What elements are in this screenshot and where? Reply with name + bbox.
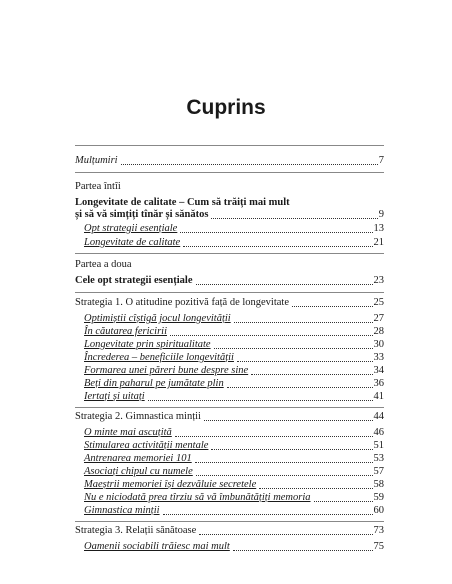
toc-subentry[interactable]: Antrenarea memoriei 101 53 [84, 453, 384, 464]
toc-subentry[interactable]: Beți din paharul pe jumătate plin 36 [84, 378, 384, 389]
toc-subentry[interactable]: Formarea unei păreri bune despre sine 34 [84, 365, 384, 376]
toc-entry-opt-strategii[interactable]: Opt strategii esențiale 13 [84, 223, 384, 234]
toc-entry-multumiri[interactable]: Mulțumiri 7 [75, 155, 384, 166]
toc-entry-longevitate-calitate[interactable]: Longevitate de calitate 21 [84, 237, 384, 248]
page-title: Cuprins [186, 96, 266, 119]
toc-subentry[interactable]: Maeștrii memoriei își dezvăluie secretele 58 [84, 479, 384, 490]
toc-subentry[interactable]: În căutarea fericirii 28 [84, 326, 384, 337]
toc-entry-strategia-1[interactable]: Strategia 1. O atitudine pozitivă față de longevitate 25 [75, 297, 384, 308]
toc-subentry[interactable]: Stimularea activității mentale 51 [84, 440, 384, 451]
toc-entry-longevitate[interactable]: și să vă simțiți tînăr și sănătos 9 [75, 209, 384, 220]
divider [75, 407, 384, 408]
part-heading-2: Partea a doua [75, 259, 132, 270]
divider [75, 292, 384, 293]
toc-subentry[interactable]: Longevitate prin spiritualitate 30 [84, 339, 384, 350]
toc-entry-strategia-3[interactable]: Strategia 3. Relații sănătoase 73 [75, 525, 384, 536]
toc-subentry[interactable]: Oamenii sociabili trăiesc mai mult 75 [84, 541, 384, 552]
divider [75, 172, 384, 173]
toc-entry-longevitate-line1[interactable]: Longevitate de calitate – Cum să trăiți mai mult [75, 197, 290, 208]
divider [75, 145, 384, 146]
toc-subentry[interactable]: Încrederea – beneficiile longevității 33 [84, 352, 384, 363]
toc-subentry[interactable]: Optimiștii cîștigă jocul longevității 27 [84, 313, 384, 324]
toc-subentry[interactable]: Iertați și uitați 41 [84, 391, 384, 402]
toc-entry-cele-opt[interactable]: Cele opt strategii esențiale 23 [75, 275, 384, 286]
divider [75, 521, 384, 522]
toc-subentry[interactable]: Nu e niciodată prea tîrziu să vă îmbunătățiți memoria 59 [84, 492, 384, 503]
part-heading-1: Partea întîi [75, 181, 121, 192]
toc-entry-strategia-2[interactable]: Strategia 2. Gimnastica minții 44 [75, 411, 384, 422]
divider [75, 253, 384, 254]
toc-subentry[interactable]: O minte mai ascuțită 46 [84, 427, 384, 438]
toc-subentry[interactable]: Asociați chipul cu numele 57 [84, 466, 384, 477]
toc-subentry[interactable]: Gimnastica minții 60 [84, 505, 384, 516]
